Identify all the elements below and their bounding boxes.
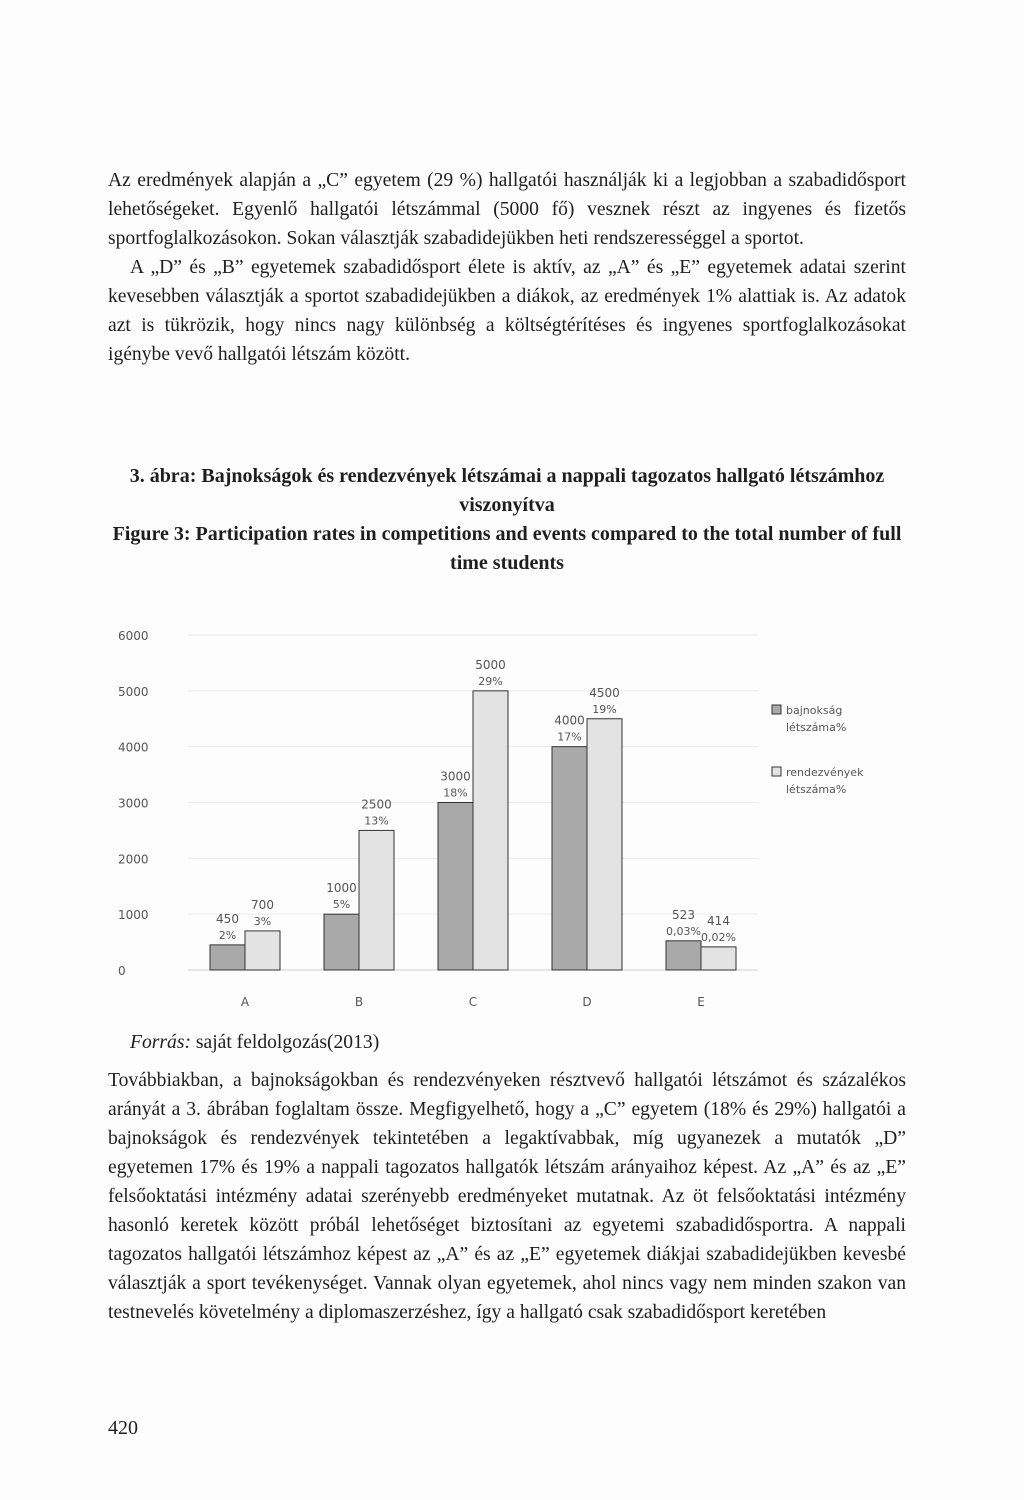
data-label-value: 2500 (361, 797, 392, 812)
paragraph: A „D” és „B” egyetemek szabadidősport élete is aktív, az „A” és „E” egyetemek adatai szerint kevesebben választják a sportot szabadidejükben a diákok, az eredmények 1% alattiak is. Az adatok azt is tükrözik, hogy nincs nagy különbség a költségtérítéses és ingyenes sportfoglalkozásokat igénybe vevő hallgatói létszám között. (108, 257, 906, 365)
data-label-value: 5000 (475, 657, 506, 672)
caption-english: Figure 3: Participation rates in competitions and events compared to the total number of full time students (112, 523, 902, 574)
legend-label: rendezvények (786, 766, 864, 779)
y-tick-label: 2000 (118, 852, 149, 867)
data-label-percent: 0,02% (701, 930, 736, 944)
data-label-value: 4500 (589, 685, 620, 700)
data-label-percent: 3% (253, 914, 272, 928)
bar-B-1 (359, 830, 394, 970)
bar-D-1 (587, 719, 622, 970)
y-tick-label: 0 (118, 964, 126, 978)
data-label-value: 1000 (326, 881, 357, 896)
legend-swatch (772, 705, 781, 714)
caption-hungarian: 3. ábra: Bajnokságok és rendezvények létszámai a nappali tagozatos hallgató létszámhoz viszonyítva (129, 465, 885, 516)
data-label-percent: 29% (478, 674, 503, 688)
bar-E-0 (666, 941, 701, 970)
body-text-bottom (108, 1066, 906, 1327)
chart-svg (108, 600, 906, 1020)
data-label-percent: 18% (443, 786, 468, 800)
source-note (130, 1032, 379, 1054)
bar-A-0 (210, 945, 245, 970)
data-label-value: 700 (251, 897, 274, 912)
paragraph: Az eredmények alapján a „C” egyetem (29 %) hallgatói használják ki a legjobban a szabadidősport lehetőségeket. Egyenlő hallgatói létszámmal (5000 fő) vesznek részt az ingyenes és fizetős sportfoglalkozásokon. Sokan választják szabadidejükben heti rendszerességgel a sportot. (108, 170, 906, 249)
page-number: 420 (108, 1417, 138, 1439)
legend-label: létszáma% (786, 783, 847, 796)
bar-D-0 (552, 747, 587, 970)
legend-label: létszáma% (786, 721, 847, 734)
y-tick-label: 5000 (118, 684, 149, 699)
bar-A-1 (245, 931, 280, 970)
data-label-value: 4000 (554, 713, 585, 728)
data-label-percent: 0,03% (666, 924, 701, 938)
bar-B-0 (324, 914, 359, 970)
y-tick-label: 1000 (118, 908, 149, 923)
source-text: saját feldolgozás(2013) (190, 1032, 380, 1053)
data-label-percent: 17% (557, 730, 582, 744)
x-tick-label: E (697, 995, 705, 1009)
data-label-value: 3000 (440, 769, 471, 784)
x-tick-label: B (354, 995, 364, 1009)
bar-C-1 (473, 691, 508, 970)
source-label: Forrás: (130, 1032, 191, 1053)
bar-C-0 (438, 803, 473, 971)
data-label-value: 450 (216, 911, 239, 926)
data-label-value: 523 (672, 907, 695, 922)
data-label-percent: 2% (218, 928, 237, 942)
data-label-percent: 5% (332, 898, 351, 912)
data-label-value: 414 (707, 913, 730, 928)
bar-chart (108, 600, 906, 1020)
y-tick-label: 6000 (118, 629, 149, 643)
legend-swatch (772, 767, 781, 776)
data-label-percent: 19% (592, 702, 617, 716)
paragraph: Továbbiakban, a bajnokságokban és rendezvényeken résztvevő hallgatói létszámot és százalékos arányát a 3. ábrában foglaltam össze. Megfigyelhető, hogy a „C” egyetem (18% és 29%) hallgatói a bajnokságok és rendezvények tekintetében a legaktívabbak, míg ugyanezek a mutatók „D” egyetemen 17% és 19% a nappali tagozatos hallgatók létszám arányaihoz képest. Az „A” és az „E” felsőoktatási intézmény adatai szerényebb eredményeket mutatnak. Az öt felsőoktatási intézmény hasonló keretek között próbál lehetőséget biztosítani az egyetemi szabadidősportra. A nappali tagozatos hallgatói létszámhoz képest az „A” és az „E” egyetemek diákjai szabadidejükben kevesbé választják a sport tevékenységet. Vannak olyan egyetemek, ahol nincs vagy nem minden szakon van testnevelés követelmény a diplomaszerzéshez, így a hallgató csak szabadidősport keretében (108, 1070, 906, 1323)
x-tick-label: D (582, 995, 592, 1009)
x-tick-label: A (240, 995, 250, 1009)
x-tick-label: C (468, 995, 478, 1009)
y-tick-label: 3000 (118, 796, 149, 811)
bar-E-1 (701, 947, 736, 970)
figure-caption (108, 462, 906, 578)
body-text-top (108, 166, 906, 369)
legend-label: bajnokság (786, 704, 843, 717)
data-label-percent: 13% (364, 814, 389, 828)
y-tick-label: 4000 (118, 740, 149, 755)
